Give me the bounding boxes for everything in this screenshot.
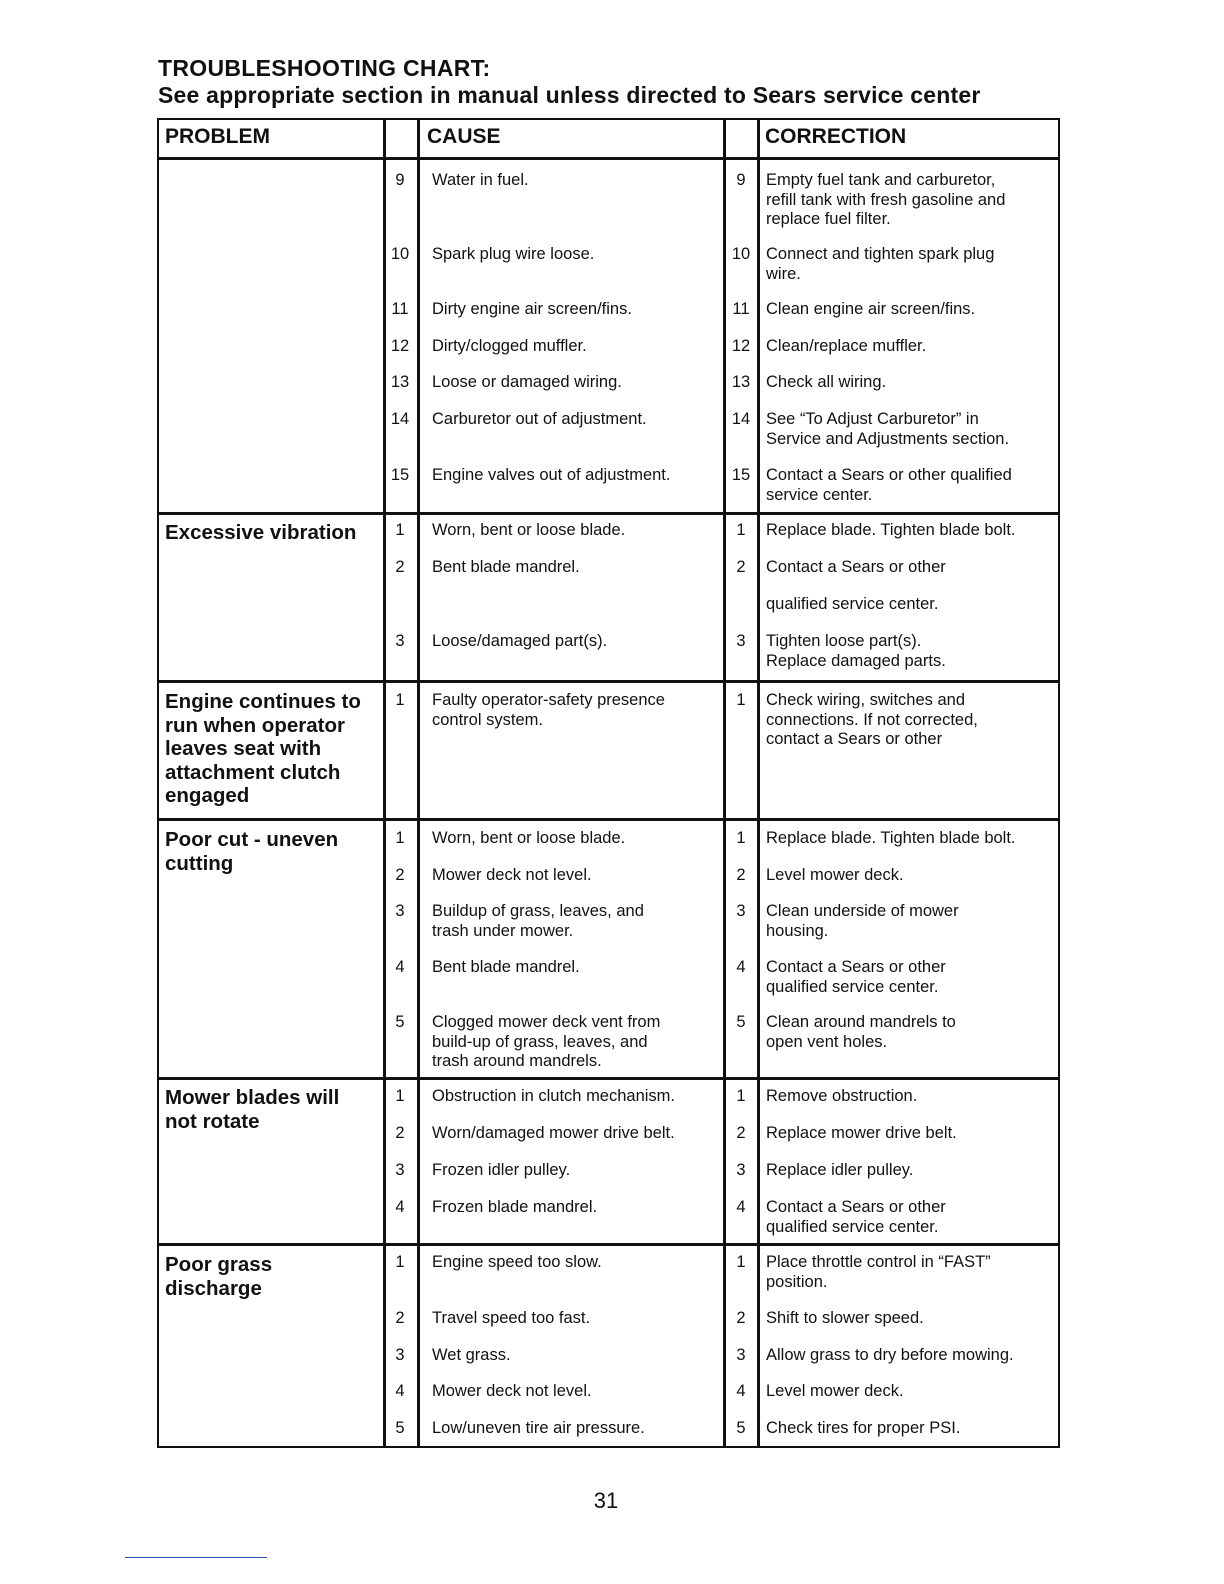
correction-text: Shift to slower speed. bbox=[766, 1309, 924, 1327]
correction-number: 11 bbox=[732, 300, 750, 318]
cause-number: 1 bbox=[395, 691, 405, 709]
cause-text: Mower deck not level. bbox=[432, 1382, 592, 1400]
correction-text: Clean underside of mower housing. bbox=[766, 902, 959, 940]
correction-number: 4 bbox=[736, 1382, 746, 1400]
correction-number: 2 bbox=[736, 1309, 746, 1327]
correction-number: 15 bbox=[731, 466, 751, 484]
cause-number: 3 bbox=[395, 902, 405, 920]
correction-text: Connect and tighten spark plug wire. bbox=[766, 245, 995, 283]
correction-text: Contact a Sears or other qualified service center. bbox=[766, 466, 1012, 504]
correction-text: Replace blade. Tighten blade bolt. bbox=[766, 829, 1016, 847]
cause-number: 12 bbox=[390, 337, 410, 355]
cause-text: Travel speed too fast. bbox=[432, 1309, 591, 1327]
cause-text: Clogged mower deck vent from build-up of grass, leaves, and trash around mandrels. bbox=[432, 1013, 661, 1070]
cause-text: Worn/damaged mower drive belt. bbox=[432, 1124, 675, 1142]
correction-number: 5 bbox=[736, 1013, 746, 1031]
section-divider bbox=[157, 680, 1060, 683]
correction-text: Contact a Sears or other qualified service center. bbox=[766, 958, 946, 996]
page-title: TROUBLESHOOTING CHART: bbox=[158, 55, 491, 81]
correction-number: 1 bbox=[736, 691, 746, 709]
correction-text: Level mower deck. bbox=[766, 1382, 904, 1400]
cause-number: 14 bbox=[390, 410, 410, 428]
correction-number: 4 bbox=[736, 958, 746, 976]
correction-text: See “To Adjust Carburetor” in Service and Adjustments section. bbox=[766, 410, 1010, 448]
correction-number: 2 bbox=[736, 866, 746, 884]
cause-text: Dirty engine air screen/fins. bbox=[432, 300, 632, 318]
correction-number: 12 bbox=[731, 337, 751, 355]
correction-text: Check tires for proper PSI. bbox=[766, 1419, 961, 1437]
problem-excessive-vibration: Excessive vibration bbox=[165, 521, 357, 544]
cause-text: Frozen blade mandrel. bbox=[432, 1198, 598, 1216]
cause-text: Bent blade mandrel. bbox=[432, 558, 580, 576]
correction-text: Replace blade. Tighten blade bolt. bbox=[766, 521, 1016, 539]
correction-text: Clean/replace muffler. bbox=[766, 337, 927, 355]
correction-number: 5 bbox=[736, 1419, 746, 1437]
problem-poor-discharge: Poor grass discharge bbox=[165, 1253, 273, 1300]
cause-text: Bent blade mandrel. bbox=[432, 958, 580, 976]
correction-text: Clean around mandrels to open vent holes. bbox=[766, 1013, 956, 1051]
cause-number: 4 bbox=[395, 1382, 405, 1400]
section-divider bbox=[157, 1243, 1060, 1246]
cause-number: 1 bbox=[395, 1253, 405, 1271]
correction-number: 1 bbox=[736, 1087, 746, 1105]
correction-number: 13 bbox=[731, 373, 751, 391]
problem-poor-cut: Poor cut - uneven cutting bbox=[165, 828, 339, 875]
correction-number: 4 bbox=[736, 1198, 746, 1216]
correction-number: 9 bbox=[736, 171, 746, 189]
correction-text: Empty fuel tank and carburetor, refill tank with fresh gasoline and replace fuel filter. bbox=[766, 171, 1006, 228]
cause-text: Worn, bent or loose blade. bbox=[432, 829, 626, 847]
correction-number: 3 bbox=[736, 632, 746, 650]
cause-number: 3 bbox=[395, 1346, 405, 1364]
correction-text: Place throttle control in “FAST” position. bbox=[766, 1253, 991, 1291]
problem-engine-continues: Engine continues to run when operator leaves seat with attachment clutch engaged bbox=[165, 690, 361, 807]
correction-text: Clean engine air screen/fins. bbox=[766, 300, 976, 318]
correction-text: Check wiring, switches and connections. If not corrected, contact a Sears or other bbox=[766, 691, 978, 748]
cause-number: 10 bbox=[390, 245, 410, 263]
correction-text: Allow grass to dry before mowing. bbox=[766, 1346, 1014, 1364]
correction-text: Remove obstruction. bbox=[766, 1087, 918, 1105]
cause-number: 2 bbox=[395, 1124, 405, 1142]
cause-number: 1 bbox=[395, 521, 405, 539]
correction-number: 3 bbox=[736, 1161, 746, 1179]
problem-blades-not-rotate: Mower blades will not rotate bbox=[165, 1086, 340, 1133]
cause-text: Engine speed too slow. bbox=[432, 1253, 602, 1271]
correction-number: 3 bbox=[736, 902, 746, 920]
cause-number: 4 bbox=[395, 958, 405, 976]
header-problem: PROBLEM bbox=[165, 125, 270, 148]
cause-text: Engine valves out of adjustment. bbox=[432, 466, 671, 484]
column-divider bbox=[417, 118, 420, 1448]
cause-number: 3 bbox=[395, 1161, 405, 1179]
correction-text: Tighten loose part(s). Replace damaged parts. bbox=[766, 632, 946, 670]
cause-number: 4 bbox=[395, 1198, 405, 1216]
cause-text: Obstruction in clutch mechanism. bbox=[432, 1087, 676, 1105]
cause-number: 5 bbox=[395, 1013, 405, 1031]
cause-number: 2 bbox=[395, 1309, 405, 1327]
footer-rule bbox=[125, 1557, 267, 1558]
cause-text: Water in fuel. bbox=[432, 171, 529, 189]
correction-text: Contact a Sears or other qualified service center. bbox=[766, 1198, 946, 1236]
header-correction: CORRECTION bbox=[765, 125, 907, 148]
cause-text: Worn, bent or loose blade. bbox=[432, 521, 626, 539]
correction-number: 10 bbox=[731, 245, 751, 263]
cause-text: Mower deck not level. bbox=[432, 866, 592, 884]
section-divider bbox=[157, 818, 1060, 821]
header-divider bbox=[157, 157, 1060, 160]
cause-text: Spark plug wire loose. bbox=[432, 245, 595, 263]
correction-text: Level mower deck. bbox=[766, 866, 904, 884]
correction-number: 2 bbox=[736, 1124, 746, 1142]
cause-text: Wet grass. bbox=[432, 1346, 511, 1364]
cause-text: Buildup of grass, leaves, and trash under mower. bbox=[432, 902, 644, 940]
cause-number: 13 bbox=[390, 373, 410, 391]
cause-number: 5 bbox=[395, 1419, 405, 1437]
cause-number: 2 bbox=[395, 866, 405, 884]
cause-text: Loose or damaged wiring. bbox=[432, 373, 622, 391]
cause-number: 1 bbox=[395, 829, 405, 847]
cause-number: 3 bbox=[395, 632, 405, 650]
section-divider bbox=[157, 512, 1060, 515]
cause-text: Carburetor out of adjustment. bbox=[432, 410, 647, 428]
column-divider bbox=[757, 118, 760, 1448]
cause-text: Faulty operator-safety presence control system. bbox=[432, 691, 665, 729]
correction-text: Replace idler pulley. bbox=[766, 1161, 914, 1179]
correction-text: qualified service center. bbox=[766, 595, 939, 613]
correction-text: Replace mower drive belt. bbox=[766, 1124, 957, 1142]
correction-number: 1 bbox=[736, 1253, 746, 1271]
page-subtitle: See appropriate section in manual unless directed to Sears service center bbox=[158, 82, 981, 108]
section-divider bbox=[157, 1077, 1060, 1080]
cause-text: Loose/damaged part(s). bbox=[432, 632, 608, 650]
correction-number: 14 bbox=[731, 410, 751, 428]
correction-number: 2 bbox=[736, 558, 746, 576]
cause-number: 1 bbox=[395, 1087, 405, 1105]
cause-number: 9 bbox=[395, 171, 405, 189]
cause-number: 2 bbox=[395, 558, 405, 576]
cause-number: 15 bbox=[390, 466, 410, 484]
correction-text: Check all wiring. bbox=[766, 373, 887, 391]
correction-number: 1 bbox=[736, 829, 746, 847]
cause-text: Frozen idler pulley. bbox=[432, 1161, 571, 1179]
correction-text: Contact a Sears or other bbox=[766, 558, 946, 576]
cause-number: 11 bbox=[391, 300, 409, 318]
cause-text: Low/uneven tire air pressure. bbox=[432, 1419, 645, 1437]
correction-number: 1 bbox=[736, 521, 746, 539]
header-cause: CAUSE bbox=[427, 125, 501, 148]
correction-number: 3 bbox=[736, 1346, 746, 1364]
page-number: 31 bbox=[593, 1488, 619, 1513]
cause-text: Dirty/clogged muffler. bbox=[432, 337, 587, 355]
